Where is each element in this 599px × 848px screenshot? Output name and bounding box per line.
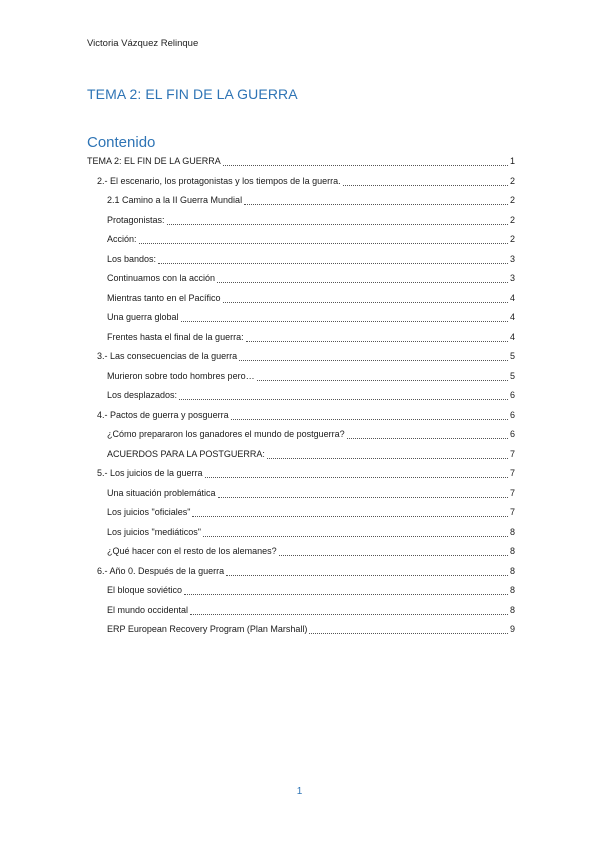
- toc-dot-leader: [217, 282, 508, 283]
- toc-dot-leader: [309, 633, 508, 634]
- toc-title: Contenido: [87, 134, 156, 151]
- toc-entry-page: 3: [509, 253, 515, 264]
- toc-entry-page: 8: [509, 526, 515, 537]
- toc-entry[interactable]: [87, 308, 515, 328]
- toc-dot-leader: [205, 477, 508, 478]
- toc-entry-title: Continuamos con la acción: [107, 273, 216, 283]
- toc-entry-page: 6: [509, 390, 515, 400]
- toc-entry-title: 3.- Las consecuencias de la guerra: [97, 351, 238, 361]
- toc-entry-page: 4: [509, 312, 515, 322]
- toc-entry-title: Una guerra global: [107, 312, 179, 322]
- toc-dot-leader: [244, 204, 508, 205]
- toc-dot-leader: [347, 438, 508, 439]
- toc-entry-page: 2: [509, 175, 515, 186]
- toc-entry[interactable]: [87, 620, 515, 640]
- toc-entry[interactable]: [87, 542, 515, 562]
- toc-entry-title: Una situación problemática: [107, 487, 216, 498]
- toc-dot-leader: [226, 575, 508, 576]
- toc-dot-leader: [190, 614, 508, 615]
- toc-entry-page: 5: [509, 351, 515, 361]
- toc-entry-page: 6: [509, 429, 515, 439]
- toc-entry-page: 8: [509, 546, 515, 556]
- toc-entry[interactable]: [87, 367, 515, 387]
- toc-dot-leader: [179, 399, 508, 400]
- toc-entry[interactable]: [87, 601, 515, 621]
- toc-entry[interactable]: [87, 445, 515, 465]
- toc-dot-leader: [246, 341, 508, 342]
- toc-entry-page: 7: [509, 468, 515, 478]
- toc-entry[interactable]: [87, 406, 515, 426]
- toc-entry-page: 7: [509, 448, 515, 459]
- toc-entry-title: Mientras tanto en el Pacífico: [107, 292, 221, 303]
- toc-dot-leader: [279, 555, 508, 556]
- toc-dot-leader: [184, 594, 508, 595]
- toc-entry[interactable]: [87, 269, 515, 289]
- toc-entry-page: 8: [509, 565, 515, 576]
- page-header-author: Victoria Vázquez Relinque: [87, 38, 199, 49]
- toc-entry-title: 2.1 Camino a la II Guerra Mundial: [107, 195, 243, 205]
- toc-entry-title: 2.- El escenario, los protagonistas y los tiempos de la guerra.: [97, 175, 341, 186]
- toc-entry-title: Los bandos:: [107, 253, 157, 264]
- toc-entry-page: 5: [509, 370, 515, 381]
- toc-entry-title: El bloque soviético: [107, 585, 183, 595]
- toc-entry-title: Murieron sobre todo hombres pero…: [107, 370, 255, 381]
- toc-entry-title: Los juicios "oficiales": [107, 507, 191, 517]
- toc-entry-page: 8: [509, 585, 515, 595]
- toc-entry-title: Frentes hasta el final de la guerra:: [107, 331, 244, 342]
- toc-entry[interactable]: [87, 562, 515, 582]
- toc-entry[interactable]: [87, 425, 515, 445]
- toc-entry[interactable]: [87, 172, 515, 192]
- toc-dot-leader: [267, 458, 508, 459]
- toc-entry-page: 6: [509, 409, 515, 420]
- toc-entry-page: 2: [509, 195, 515, 205]
- toc-dot-leader: [239, 360, 508, 361]
- toc-entry-title: 4.- Pactos de guerra y posguerra: [97, 409, 229, 420]
- toc-dot-leader: [192, 516, 508, 517]
- toc-entry-title: ERP European Recovery Program (Plan Marshall): [107, 624, 308, 634]
- toc-entry-page: 8: [509, 604, 515, 615]
- toc-entry-title: Acción:: [107, 234, 137, 244]
- toc-entry-title: Los desplazados:: [107, 390, 178, 400]
- toc-dot-leader: [257, 380, 508, 381]
- toc-dot-leader: [167, 224, 508, 225]
- toc-dot-leader: [158, 263, 508, 264]
- toc-entry-page: 4: [509, 331, 515, 342]
- toc-entry[interactable]: [87, 581, 515, 601]
- toc-entry-page: 2: [509, 234, 515, 244]
- toc-entry-page: 7: [509, 507, 515, 517]
- toc-dot-leader: [231, 419, 508, 420]
- toc-entry-title: Protagonistas:: [107, 214, 165, 225]
- toc-entry-title: TEMA 2: EL FIN DE LA GUERRA: [87, 156, 221, 166]
- toc-dot-leader: [181, 321, 508, 322]
- toc-entry[interactable]: [87, 523, 515, 543]
- toc-entry-page: 4: [509, 292, 515, 303]
- toc-dot-leader: [218, 497, 508, 498]
- toc-dot-leader: [223, 302, 508, 303]
- page-number: 1: [296, 786, 303, 797]
- toc-entry-title: ¿Qué hacer con el resto de los alemanes?: [107, 546, 277, 556]
- toc-entry[interactable]: [87, 289, 515, 309]
- toc-entry-page: 3: [509, 273, 515, 283]
- toc-entry[interactable]: [87, 230, 515, 250]
- toc-dot-leader: [223, 165, 508, 166]
- toc-entry[interactable]: [87, 386, 515, 406]
- toc-entry[interactable]: [87, 347, 515, 367]
- toc-entry-title: El mundo occidental: [107, 604, 189, 615]
- toc-entry[interactable]: [87, 211, 515, 231]
- toc-entry-title: ACUERDOS PARA LA POSTGUERRA:: [107, 448, 265, 459]
- toc-entry-title: ¿Cómo prepararon los ganadores el mundo de postguerra?: [107, 429, 345, 439]
- toc-entry-page: 7: [509, 487, 515, 498]
- document-heading: TEMA 2: EL FIN DE LA GUERRA: [87, 86, 298, 102]
- toc-entry[interactable]: [87, 191, 515, 211]
- toc-dot-leader: [343, 185, 508, 186]
- toc-dot-leader: [203, 536, 508, 537]
- toc-entry-page: 2: [509, 214, 515, 225]
- toc-entry[interactable]: [87, 464, 515, 484]
- toc-entry-page: 1: [509, 156, 515, 166]
- toc-entry-title: 5.- Los juicios de la guerra: [97, 468, 203, 478]
- toc-entry[interactable]: [87, 484, 515, 504]
- toc-entry[interactable]: [87, 328, 515, 348]
- table-of-contents: [87, 152, 515, 640]
- toc-entry[interactable]: [87, 250, 515, 270]
- toc-dot-leader: [139, 243, 508, 244]
- toc-entry[interactable]: [87, 152, 515, 172]
- toc-entry-page: 9: [509, 624, 515, 634]
- toc-entry[interactable]: [87, 503, 515, 523]
- toc-entry-title: Los juicios "mediáticos": [107, 526, 201, 537]
- toc-entry-title: 6.- Año 0. Después de la guerra: [97, 565, 225, 576]
